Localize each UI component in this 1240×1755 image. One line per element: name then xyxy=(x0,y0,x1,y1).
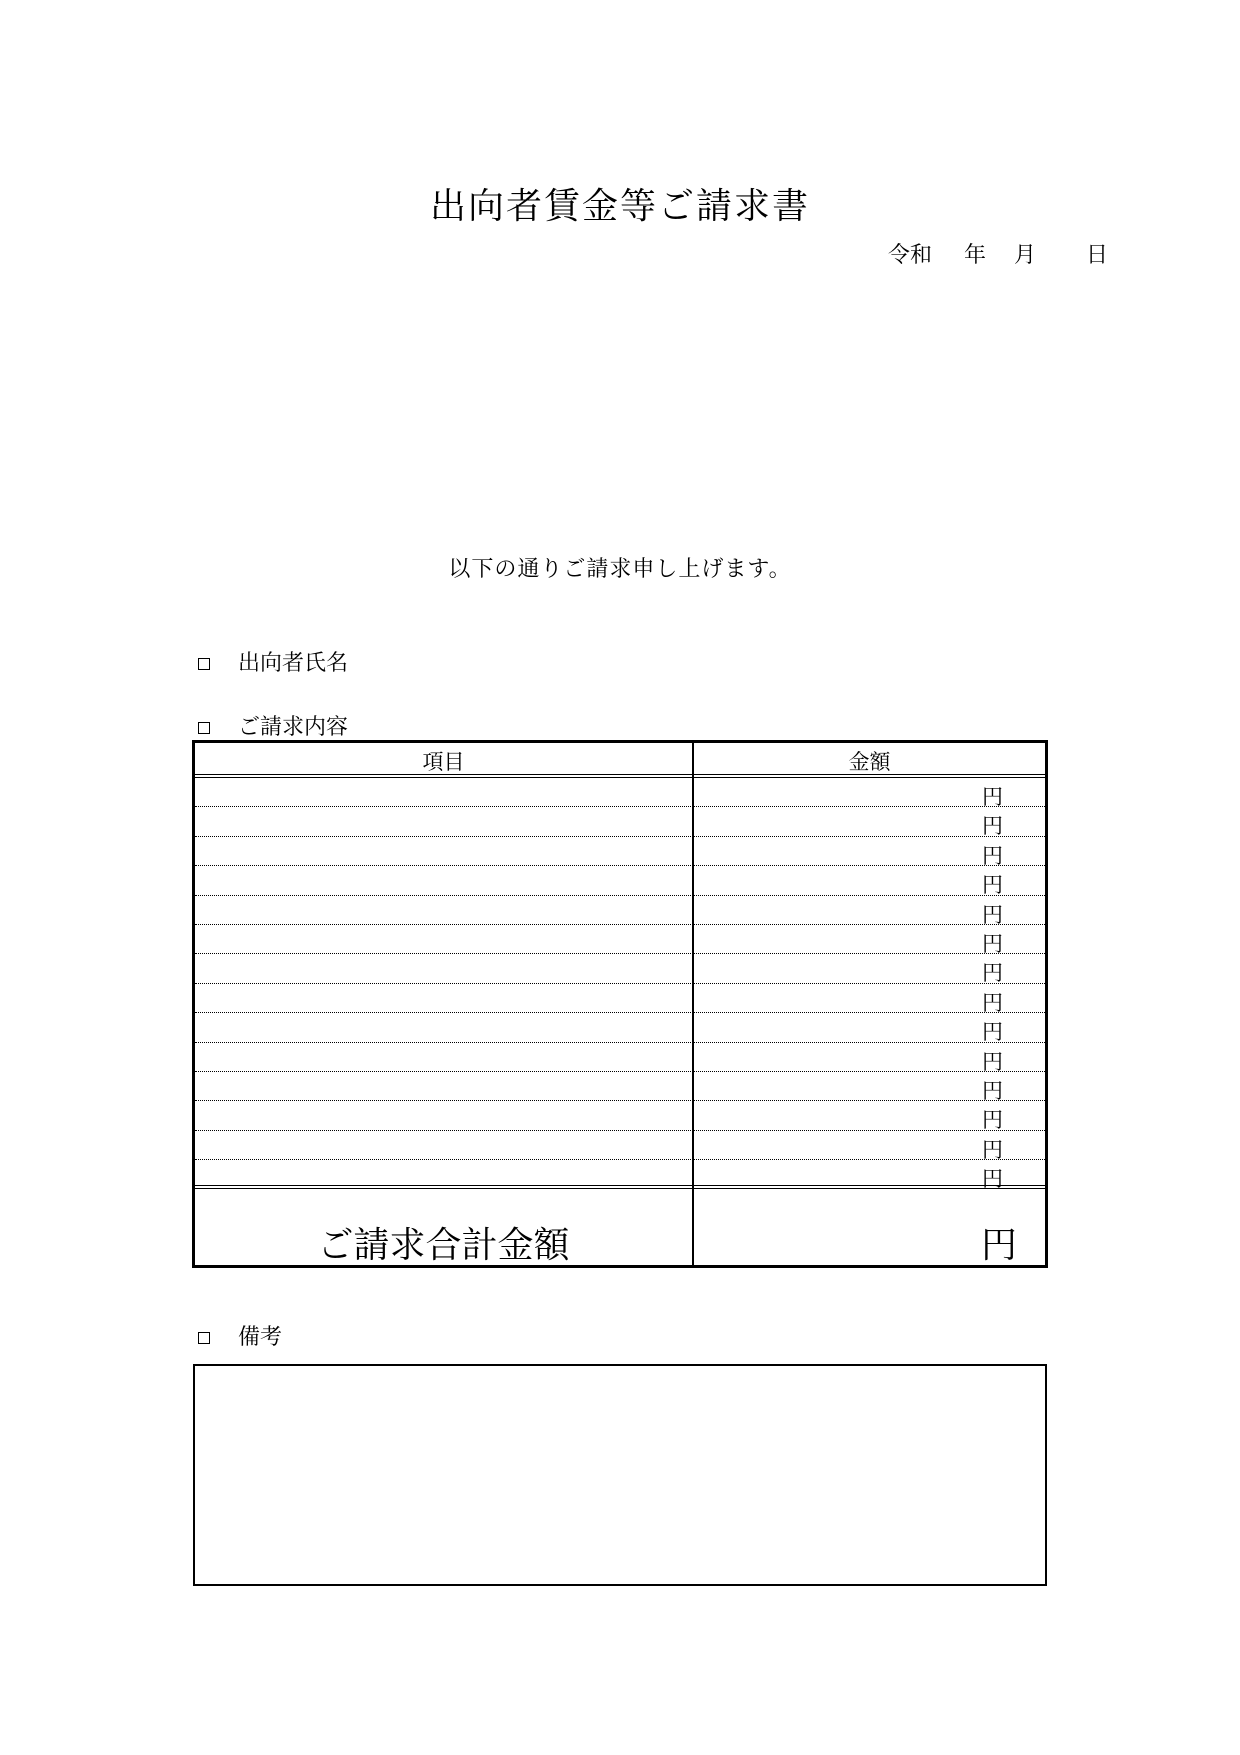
date-day-label: 日 xyxy=(1086,243,1109,268)
date-month-label: 月 xyxy=(1014,243,1037,268)
document-title: 出向者賃金等ご請求書 xyxy=(429,186,810,227)
section-remarks-label: 備考 xyxy=(238,1325,283,1350)
row-amount-unit: 円 xyxy=(982,990,1003,1015)
section-remarks xyxy=(198,1320,282,1351)
table-header xyxy=(195,743,1045,778)
row-amount-unit: 円 xyxy=(982,785,1003,809)
table-row xyxy=(195,807,1045,839)
total-unit: 円 xyxy=(980,1225,1017,1266)
table-row xyxy=(195,1043,1045,1072)
header-amount: 金額 xyxy=(848,750,891,774)
date-era: 令和 xyxy=(888,243,933,268)
date-year-label: 年 xyxy=(964,243,987,268)
row-amount-unit: 円 xyxy=(982,1020,1003,1045)
section-billing-details xyxy=(198,710,348,741)
table-row xyxy=(195,925,1045,954)
issue-date xyxy=(888,238,1118,268)
row-amount-unit: 円 xyxy=(982,931,1003,956)
checkbox-icon xyxy=(198,722,210,734)
row-amount-unit: 円 xyxy=(982,902,1003,927)
intro-text: 以下の通りご請求申し上げます。 xyxy=(448,557,792,582)
row-amount-unit: 円 xyxy=(982,961,1003,986)
table-row xyxy=(195,954,1045,986)
table-row xyxy=(195,984,1045,1013)
checkbox-icon xyxy=(198,658,210,670)
row-amount-unit: 円 xyxy=(982,1049,1003,1074)
row-amount-unit: 円 xyxy=(982,1078,1003,1103)
total-label: ご請求合計金額 xyxy=(317,1225,570,1266)
row-amount-unit: 円 xyxy=(982,1167,1003,1192)
row-amount-unit: 円 xyxy=(982,1137,1003,1162)
table-row xyxy=(195,896,1045,925)
remarks-box[interactable] xyxy=(193,1364,1047,1586)
row-amount-unit: 円 xyxy=(982,873,1003,898)
row-amount-unit: 円 xyxy=(982,1108,1003,1133)
section-employee-name xyxy=(198,646,348,677)
table-row xyxy=(195,1013,1045,1045)
table-row xyxy=(195,778,1045,807)
section-billing-details-label: ご請求内容 xyxy=(238,715,349,740)
table-row xyxy=(195,1072,1045,1101)
table-row xyxy=(195,1101,1045,1133)
table-row xyxy=(195,1160,1045,1192)
row-amount-unit: 円 xyxy=(982,843,1003,868)
table-row xyxy=(195,1131,1045,1160)
section-employee-name-label: 出向者氏名 xyxy=(238,651,349,676)
table-row xyxy=(195,866,1045,898)
row-amount-unit: 円 xyxy=(982,814,1003,839)
checkbox-icon xyxy=(198,1332,210,1344)
billing-table xyxy=(192,740,1048,1268)
table-rows xyxy=(195,778,1045,1192)
header-item: 項目 xyxy=(422,750,465,774)
total-row xyxy=(195,1213,1045,1265)
table-row xyxy=(195,837,1045,866)
